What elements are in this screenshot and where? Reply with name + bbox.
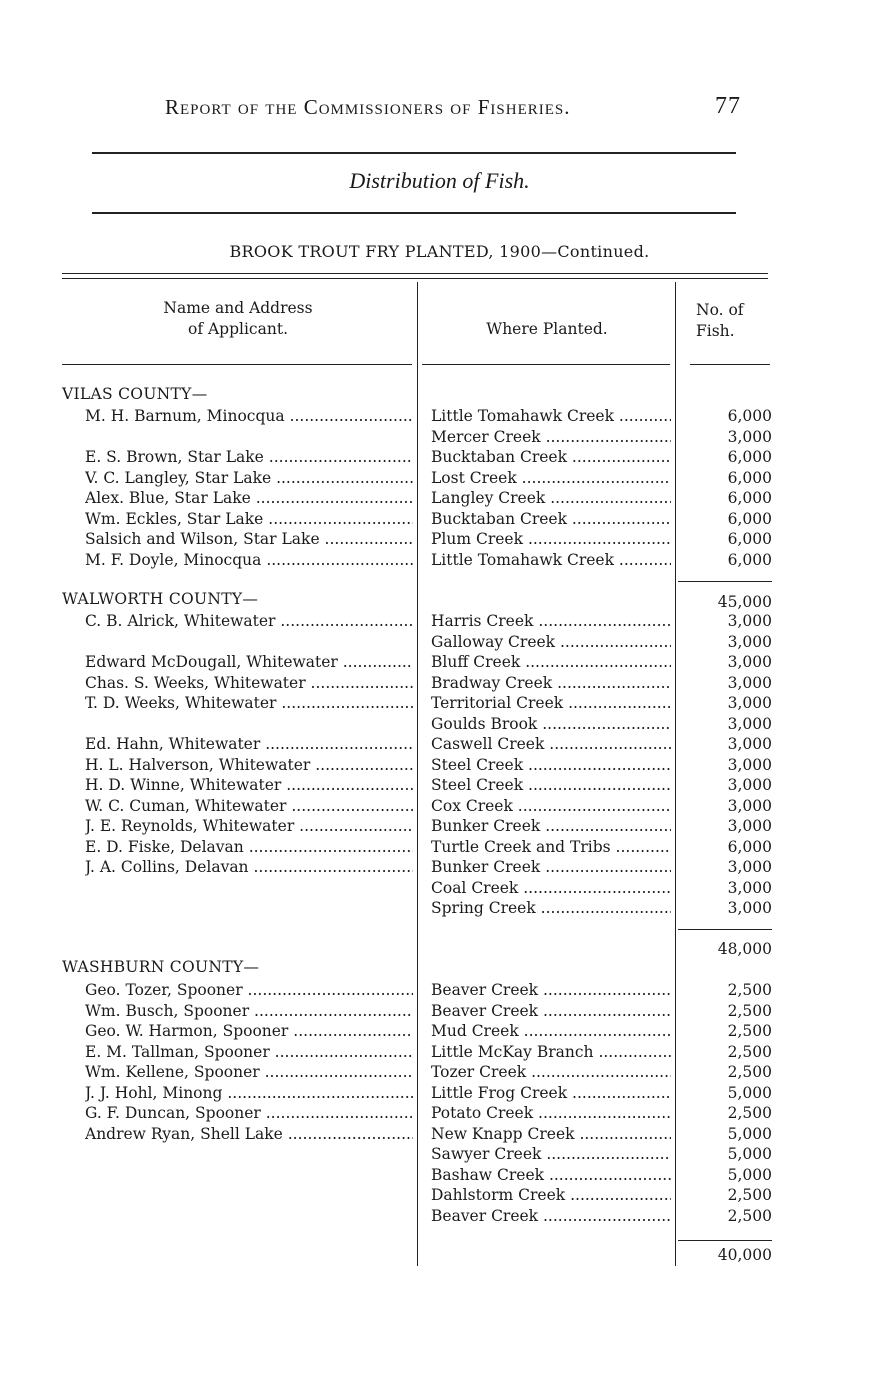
applicant-name: J. J. Hohl, Minong ..... [85, 1083, 413, 1104]
fish-count: 3,000 [727, 817, 772, 835]
planting-location: Little McKay Branch ..... [431, 1042, 671, 1063]
column-header-applicant [62, 298, 414, 340]
table-top-rule-2 [62, 278, 768, 279]
table-row [0, 816, 879, 837]
planting-location: Bradway Creek ..... [431, 673, 671, 694]
fish-count: 6,000 [727, 837, 772, 856]
applicant-name: H. D. Winne, Whitewater ..... [85, 775, 413, 796]
applicant-name: J. A. Collins, Delavan ..... [85, 857, 413, 878]
applicant-name: Edward McDougall, Whitewater ..... [85, 652, 413, 673]
applicant-name: Ed. Hahn, Whitewater ..... [85, 734, 413, 755]
applicant-name: Geo. Tozer, Spooner ..... [85, 980, 413, 1001]
planting-location: Bunker Creek ..... [431, 816, 671, 837]
planting-location: Caswell Creek ..... [431, 734, 671, 755]
applicant-name: E. M. Tallman, Spooner ..... [85, 1042, 413, 1063]
planting-location: New Knapp Creek ..... [431, 1124, 671, 1145]
table-row [0, 1083, 879, 1104]
fish-count: 6,000 [727, 550, 772, 569]
header-divider-where [422, 364, 670, 365]
subtotal-rule [678, 929, 772, 930]
table-row [0, 693, 879, 714]
planting-location: Dahlstorm Creek ..... [431, 1185, 671, 1206]
section-title: Distribution of Fish. [349, 168, 530, 193]
applicant-name: E. S. Brown, Star Lake ..... [85, 447, 413, 468]
table-row [0, 632, 879, 653]
fish-count: 3,000 [727, 427, 772, 446]
fish-count: 3,000 [727, 776, 772, 794]
county-total: 48,000 [717, 940, 772, 958]
table-row [0, 878, 879, 899]
fish-count: 2,500 [727, 1001, 772, 1020]
planting-location: Galloway Creek ..... [431, 632, 671, 653]
applicant-name: V. C. Langley, Star Lake ..... [85, 468, 413, 489]
fish-count: 6,000 [727, 530, 772, 548]
county-heading [0, 589, 879, 610]
planting-location: Bucktaban Creek ..... [431, 509, 671, 530]
table-row [0, 406, 879, 427]
planting-location: Bluff Creek ..... [431, 652, 671, 673]
fish-count: 6,000 [727, 407, 772, 425]
county-name: VILAS COUNTY— [62, 385, 208, 403]
planting-location: Coal Creek ..... [431, 878, 671, 899]
applicant-name: T. D. Weeks, Whitewater ..... [85, 693, 413, 714]
fish-count: 3,000 [727, 632, 772, 651]
top-rule [92, 152, 736, 154]
fish-count: 3,000 [727, 653, 772, 671]
planting-location: Steel Creek ..... [431, 775, 671, 796]
table-top-rule-1 [62, 273, 768, 274]
applicant-name: Andrew Ryan, Shell Lake ..... [85, 1124, 413, 1145]
planting-location: Turtle Creek and Tribs ..... [431, 837, 671, 858]
applicant-name: Wm. Kellene, Spooner ..... [85, 1062, 413, 1083]
applicant-name: M. F. Doyle, Minocqua ..... [85, 550, 413, 571]
subtotal-rule [678, 581, 772, 582]
fish-count: 2,500 [727, 1206, 772, 1225]
subtotal-rule [678, 1240, 772, 1241]
planting-location: Lost Creek ..... [431, 468, 671, 489]
column-header-fish-line1: No. of [696, 301, 744, 319]
table-row [0, 1001, 879, 1022]
county-heading [0, 957, 879, 978]
applicant-name: M. H. Barnum, Minocqua ..... [85, 406, 413, 427]
fish-count: 5,000 [727, 1145, 772, 1163]
planting-location: Little Tomahawk Creek ..... [431, 406, 671, 427]
planting-location: Sawyer Creek ..... [431, 1144, 671, 1165]
table-row [0, 796, 879, 817]
planting-location: Langley Creek ..... [431, 488, 671, 509]
applicant-name: Geo. W. Harmon, Spooner ..... [85, 1021, 413, 1042]
fish-count: 3,000 [727, 612, 772, 630]
column-header-where: Where Planted. [486, 320, 608, 338]
bottom-rule [92, 212, 736, 214]
planting-location: Mercer Creek ..... [431, 427, 671, 448]
table-row [0, 673, 879, 694]
table-subtitle: BROOK TROUT FRY PLANTED, 1900—Continued. [229, 242, 650, 261]
fish-count: 2,500 [727, 1042, 772, 1061]
applicant-name: Wm. Eckles, Star Lake ..... [85, 509, 413, 530]
table-row [0, 714, 879, 735]
table-row [0, 1206, 879, 1227]
applicant-name: C. B. Alrick, Whitewater ..... [85, 611, 413, 632]
table-row [0, 550, 879, 571]
table-row [0, 468, 879, 489]
fish-count: 3,000 [727, 755, 772, 774]
applicant-name: Salsich and Wilson, Star Lake ..... [85, 529, 413, 550]
fish-count: 2,500 [727, 1063, 772, 1081]
table-row [0, 857, 879, 878]
planting-location: Plum Creek ..... [431, 529, 671, 550]
fish-count: 3,000 [727, 694, 772, 712]
table-row [0, 611, 879, 632]
planting-location: Mud Creek ..... [431, 1021, 671, 1042]
table-row [0, 427, 879, 448]
fish-count: 2,500 [727, 981, 772, 999]
fish-count: 5,000 [727, 1124, 772, 1143]
table-row [0, 1124, 879, 1145]
running-head-title: Report of the Commissioners of Fisheries. [165, 95, 571, 119]
fish-count: 6,000 [727, 468, 772, 487]
table-row [0, 447, 879, 468]
column-header-applicant-line2: of Applicant. [187, 320, 288, 338]
table-row [0, 652, 879, 673]
planting-location: Potato Creek ..... [431, 1103, 671, 1124]
fish-count: 3,000 [727, 735, 772, 753]
planting-location: Beaver Creek ..... [431, 980, 671, 1001]
applicant-name: G. F. Duncan, Spooner ..... [85, 1103, 413, 1124]
column-header-fish-line2: Fish. [696, 322, 735, 340]
table-row [0, 775, 879, 796]
table-row [0, 1165, 879, 1186]
page-number: 77 [715, 93, 741, 119]
planting-location: Bashaw Creek ..... [431, 1165, 671, 1186]
applicant-name: Wm. Busch, Spooner ..... [85, 1001, 413, 1022]
table-row [0, 898, 879, 919]
planting-location: Harris Creek ..... [431, 611, 671, 632]
header-divider-applicant [62, 364, 412, 365]
table-row [0, 980, 879, 1001]
table-row [0, 837, 879, 858]
planting-location: Goulds Brook ..... [431, 714, 671, 735]
header-divider-fish [690, 364, 770, 365]
column-header-fish [688, 300, 768, 342]
applicant-name: E. D. Fiske, Delavan ..... [85, 837, 413, 858]
fish-count: 2,500 [727, 1186, 772, 1204]
planting-location: Spring Creek ..... [431, 898, 671, 919]
fish-count: 3,000 [727, 878, 772, 897]
planting-location: Little Frog Creek ..... [431, 1083, 671, 1104]
planting-location: Territorial Creek ..... [431, 693, 671, 714]
planting-location: Beaver Creek ..... [431, 1206, 671, 1227]
column-header-applicant-line1: Name and Address [163, 299, 313, 317]
table-row [0, 1021, 879, 1042]
table-row [0, 734, 879, 755]
table-row [0, 1103, 879, 1124]
fish-count: 2,500 [727, 1104, 772, 1122]
planting-location: Cox Creek ..... [431, 796, 671, 817]
planting-location: Tozer Creek ..... [431, 1062, 671, 1083]
table-row [0, 488, 879, 509]
county-name: WASHBURN COUNTY— [62, 958, 260, 976]
county-total: 40,000 [717, 1246, 772, 1264]
table-row [0, 755, 879, 776]
table-row [0, 509, 879, 530]
applicant-name: W. C. Cuman, Whitewater ..... [85, 796, 413, 817]
table-row [0, 1185, 879, 1206]
fish-count: 3,000 [727, 858, 772, 876]
planting-location: Steel Creek ..... [431, 755, 671, 776]
fish-count: 6,000 [727, 448, 772, 466]
fish-count: 3,000 [727, 796, 772, 815]
planting-location: Beaver Creek ..... [431, 1001, 671, 1022]
fish-count: 3,000 [727, 673, 772, 692]
county-name: WALWORTH COUNTY— [62, 590, 259, 608]
planting-location: Little Tomahawk Creek ..... [431, 550, 671, 571]
fish-count: 2,500 [727, 1022, 772, 1040]
applicant-name: Alex. Blue, Star Lake ..... [85, 488, 413, 509]
fish-count: 6,000 [727, 489, 772, 507]
fish-count: 6,000 [727, 509, 772, 528]
planting-location: Bunker Creek ..... [431, 857, 671, 878]
county-heading [0, 384, 879, 405]
fish-count: 5,000 [727, 1083, 772, 1102]
county-total: 45,000 [717, 593, 772, 611]
table-row [0, 529, 879, 550]
fish-count: 3,000 [727, 714, 772, 733]
fish-count: 3,000 [727, 899, 772, 917]
table-row [0, 1062, 879, 1083]
applicant-name: J. E. Reynolds, Whitewater ..... [85, 816, 413, 837]
fish-count: 5,000 [727, 1165, 772, 1184]
applicant-name: Chas. S. Weeks, Whitewater ..... [85, 673, 413, 694]
planting-location: Bucktaban Creek ..... [431, 447, 671, 468]
table-row [0, 1144, 879, 1165]
applicant-name: H. L. Halverson, Whitewater ..... [85, 755, 413, 776]
table-row [0, 1042, 879, 1063]
